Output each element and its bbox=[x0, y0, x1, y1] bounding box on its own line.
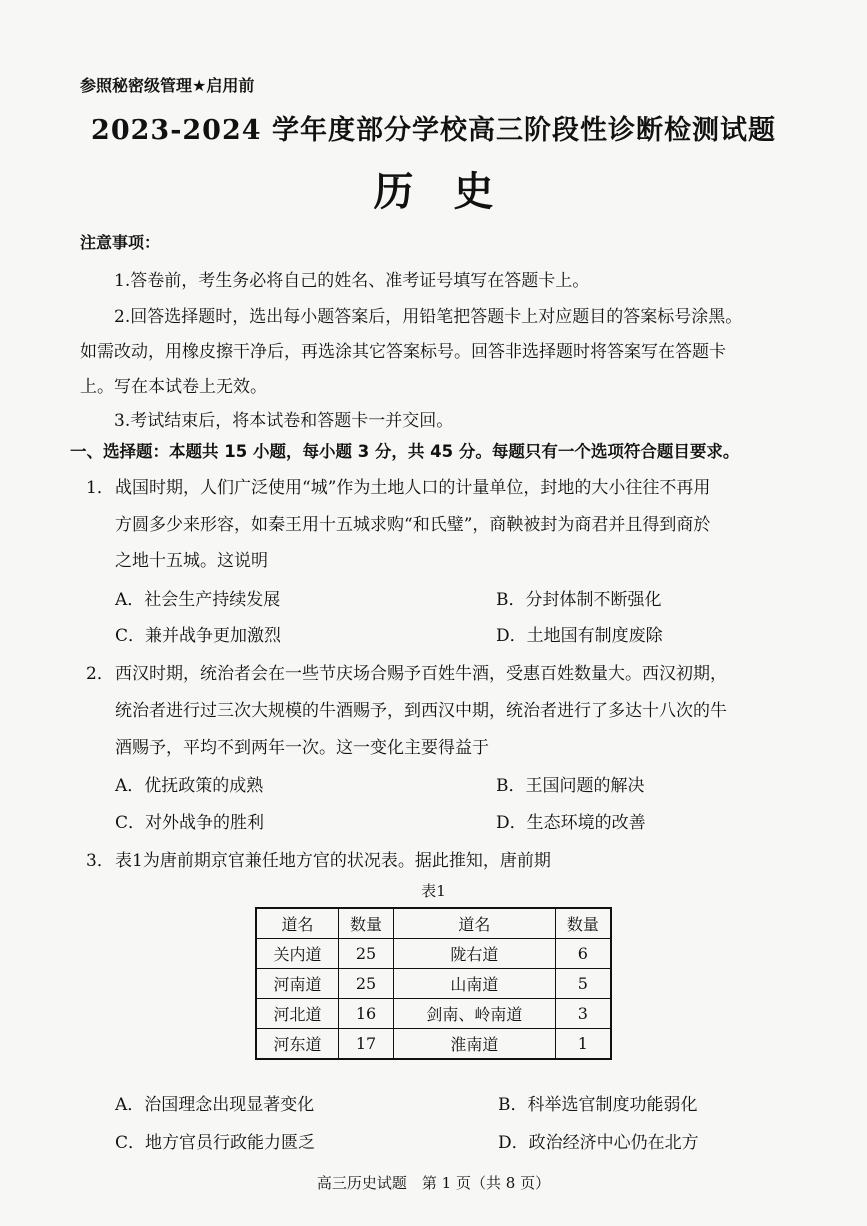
option-d: D．政治经济中心仍在北方 bbox=[498, 1133, 699, 1153]
question-number: 2． bbox=[86, 664, 114, 684]
table-cell: 3 bbox=[555, 999, 611, 1029]
table-cell: 5 bbox=[555, 969, 611, 999]
question-line: 方圆多少来形容，如秦王用十五城求购“和氏璧”，商鞅被封为商君并且得到商於 bbox=[115, 515, 711, 535]
table-cell: 山南道 bbox=[394, 969, 556, 999]
table-cell: 河北道 bbox=[256, 999, 339, 1029]
table-header-cell: 道名 bbox=[256, 908, 339, 939]
notice-item-2: 2.回答选择题时，选出每小题答案后，用铅笔把答题卡上对应题目的答案标号涂黑。 bbox=[114, 307, 743, 327]
exam-title: 2023-2024 学年度部分学校高三阶段性诊断检测试题 bbox=[91, 115, 776, 146]
table-cell: 河东道 bbox=[256, 1029, 339, 1060]
option-c: C．地方官员行政能力匮乏 bbox=[115, 1133, 316, 1153]
table-cell: 陇右道 bbox=[394, 939, 556, 969]
notice-item-1: 1.答卷前，考生务必将自己的姓名、准考证号填写在答题卡上。 bbox=[114, 271, 590, 291]
table-header-cell: 数量 bbox=[339, 908, 394, 939]
notice-item-2-cont: 如需改动，用橡皮擦干净后，再选涂其它答案标号。回答非选择题时将答案写在答题卡 bbox=[80, 342, 726, 362]
page-footer: 高三历史试题 第 1 页（共 8 页） bbox=[316, 1174, 551, 1192]
table-cell: 25 bbox=[339, 939, 394, 969]
table-cell: 河南道 bbox=[256, 969, 339, 999]
option-c: C．兼并战争更加激烈 bbox=[115, 626, 282, 646]
table-header-cell: 数量 bbox=[555, 908, 611, 939]
table-cell: 25 bbox=[339, 969, 394, 999]
subject-title: 历史 bbox=[373, 168, 534, 215]
option-a: A．治国理念出现显著变化 bbox=[115, 1095, 315, 1115]
table-row bbox=[256, 939, 611, 969]
question-number: 3． bbox=[86, 851, 114, 871]
question-number: 1． bbox=[86, 478, 114, 498]
question-line: 统治者进行过三次大规模的牛酒赐予，到西汉中期，统治者进行了多达十八次的牛 bbox=[115, 701, 727, 721]
section-heading: 一、选择题：本题共 15 小题，每小题 3 分，共 45 分。每题只有一个选项符合题目要求。 bbox=[70, 442, 740, 461]
table-cell: 关内道 bbox=[256, 939, 339, 969]
table-row bbox=[256, 999, 611, 1029]
notice-heading: 注意事项： bbox=[80, 233, 161, 252]
question-line: 战国时期，人们广泛使用“城”作为土地人口的计量单位，封地的大小往往不再用 bbox=[115, 478, 711, 498]
option-a: A．优抚政策的成熟 bbox=[115, 776, 264, 796]
table-cell: 1 bbox=[555, 1029, 611, 1060]
question-line: 之地十五城。这说明 bbox=[115, 551, 268, 571]
data-table bbox=[255, 907, 612, 1060]
option-c: C．对外战争的胜利 bbox=[115, 813, 265, 833]
table-cell: 6 bbox=[555, 939, 611, 969]
notice-item-2-end: 上。写在本试卷上无效。 bbox=[80, 377, 267, 397]
option-d: D．生态环境的改善 bbox=[496, 813, 646, 833]
table-header-cell: 道名 bbox=[394, 908, 556, 939]
table-row bbox=[256, 969, 611, 999]
option-a: A．社会生产持续发展 bbox=[115, 590, 281, 610]
question-line: 西汉时期，统治者会在一些节庆场合赐予百姓牛酒，受惠百姓数量大。西汉初期， bbox=[115, 664, 727, 684]
option-b: B．王国问题的解决 bbox=[496, 776, 645, 796]
option-d: D．土地国有制度废除 bbox=[496, 626, 663, 646]
option-b: B．分封体制不断强化 bbox=[496, 590, 662, 610]
notice-item-3: 3.考试结束后，将本试卷和答题卡一并交回。 bbox=[114, 411, 454, 431]
question-line: 表1为唐前期京官兼任地方官的状况表。据此推知，唐前期 bbox=[115, 851, 551, 871]
question-line: 酒赐予，平均不到两年一次。这一变化主要得益于 bbox=[115, 738, 489, 758]
table-row bbox=[256, 1029, 611, 1060]
table-cell: 淮南道 bbox=[394, 1029, 556, 1060]
secret-level-label: 参照秘密级管理★启用前 bbox=[80, 76, 255, 95]
table-cell: 剑南、岭南道 bbox=[394, 999, 556, 1029]
table-caption: 表1 bbox=[421, 882, 446, 900]
table-cell: 16 bbox=[339, 999, 394, 1029]
table-header-row bbox=[256, 908, 611, 939]
table-cell: 17 bbox=[339, 1029, 394, 1060]
option-b: B．科举选官制度功能弱化 bbox=[498, 1095, 698, 1115]
